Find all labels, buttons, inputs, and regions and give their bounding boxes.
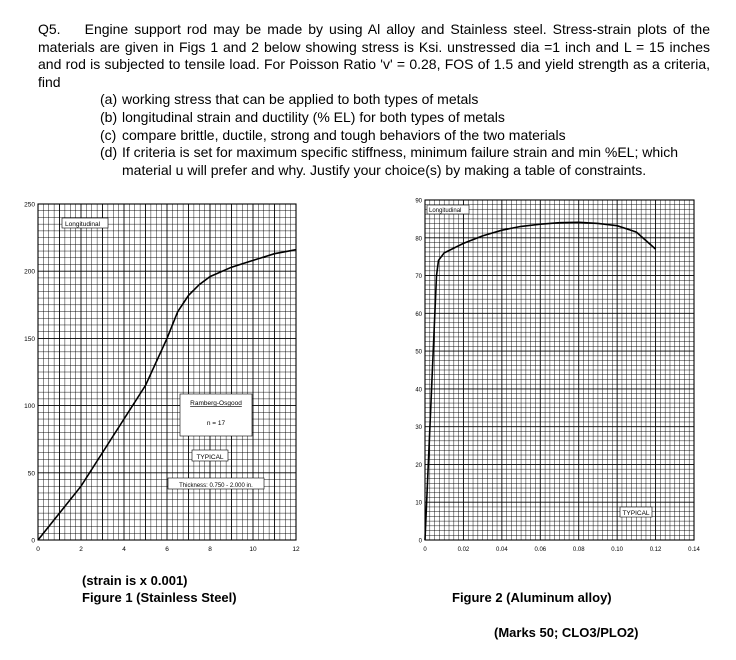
figure1-typical-label: TYPICAL	[196, 454, 224, 461]
y-tick-label: 50	[415, 349, 422, 356]
y-tick-label: 70	[415, 274, 422, 281]
y-tick-label: 90	[415, 198, 422, 205]
x-tick-label: 6	[165, 546, 169, 553]
question-intro-text: Engine support rod may be made by using Al alloy and Stainless steel. Stress-strain plots of the materials are given in Figs 1 and 2 below showing stress is Ksi. unstressed dia =1 inch and L = 15 inches and rod is subjected to tensile load. For Poisson Ratio 'v' = 0.28, FOS of 1.5 and yield strength as a criteria, find	[38, 21, 710, 90]
item-label: (c)	[100, 126, 117, 143]
question-items	[38, 91, 710, 179]
figure2-longitudinal-label: Longitudinal	[429, 208, 462, 214]
x-tick-label: 0	[423, 547, 427, 553]
item-label: (d)	[100, 144, 118, 161]
y-tick-label: 100	[24, 403, 35, 411]
marks-label: (Marks 50; CLO3/PLO2)	[494, 625, 639, 640]
figure1-ramberg-label: Ramberg-Osgood	[190, 400, 242, 407]
y-tick-label: 80	[415, 236, 422, 243]
item-text: working stress that can be applied to both types of metals	[122, 91, 479, 108]
figure1-ticks	[24, 202, 300, 554]
y-tick-label: 20	[415, 462, 422, 469]
x-tick-label: 0.02	[457, 547, 470, 553]
y-tick-label: 60	[415, 311, 422, 318]
question-intro	[38, 21, 710, 91]
x-tick-label: 12	[292, 546, 300, 553]
x-tick-label: 0.12	[649, 547, 662, 553]
y-tick-label: 30	[415, 425, 422, 432]
x-tick-label: 0.14	[688, 547, 700, 553]
x-tick-label: 8	[208, 546, 212, 553]
y-tick-label: 0	[31, 537, 35, 545]
figure2-grid	[425, 200, 694, 540]
x-tick-label: 0.10	[611, 547, 623, 553]
x-tick-label: 0.08	[572, 547, 585, 553]
question-block	[38, 21, 710, 179]
y-tick-label: 40	[415, 387, 422, 394]
y-tick-label: 200	[24, 268, 35, 276]
y-tick-label: 10	[415, 500, 422, 507]
figure1-thickness-label: Thickness: 0.750 - 2.000 in.	[179, 483, 253, 489]
item-label: (b)	[100, 108, 118, 125]
x-tick-label: 0.04	[496, 547, 508, 553]
y-tick-label: 150	[24, 335, 35, 343]
figure2-typical-label: TYPICAL	[622, 510, 650, 517]
figure1-strain-note: (strain is x 0.001)	[82, 573, 188, 588]
figure1-caption: Figure 1 (Stainless Steel)	[82, 590, 237, 605]
question-item-d	[38, 144, 710, 179]
question-item-b	[38, 109, 710, 127]
x-tick-label: 0	[36, 546, 40, 553]
y-tick-label: 250	[24, 201, 35, 209]
x-tick-label: 4	[122, 546, 126, 553]
figure1-chart	[22, 196, 308, 562]
item-text: longitudinal strain and ductility (% EL) for both types of metals	[122, 108, 505, 125]
figure1-n-label: n = 17	[206, 420, 226, 427]
figure2-caption: Figure 2 (Aluminum alloy)	[452, 590, 612, 605]
figure2-ticks	[415, 199, 700, 554]
figure1-longitudinal-label: Longitudinal	[65, 221, 101, 228]
figure2-chart	[402, 194, 712, 558]
x-tick-label: 2	[79, 546, 83, 553]
figure1-grid	[38, 204, 296, 540]
question-item-c	[38, 127, 710, 145]
y-tick-label: 0	[418, 538, 422, 545]
y-tick-label: 50	[27, 470, 35, 478]
x-tick-label: 10	[249, 546, 257, 553]
question-item-a	[38, 91, 710, 109]
item-label: (a)	[100, 91, 118, 108]
x-tick-label: 0.06	[534, 547, 547, 553]
item-text: compare brittle, ductile, strong and tough behaviors of the two materials	[122, 126, 566, 143]
question-number: Q5.	[38, 21, 61, 37]
item-text: If criteria is set for maximum specific stiffness, minimum failure strain and min %EL; which material u will prefer and why. Justify your choice(s) by making a table of constraints.	[122, 144, 679, 178]
